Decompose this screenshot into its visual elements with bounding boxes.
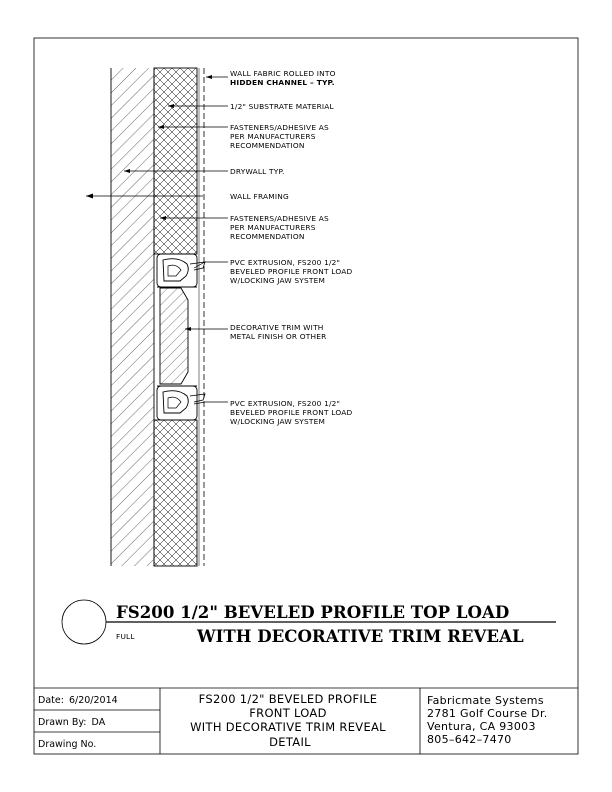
substrate-lower [154, 420, 197, 566]
substrate-upper [154, 68, 197, 254]
date-field: Date: 6/20/2014 [38, 695, 118, 706]
callout-decorative-trim: DECORATIVE TRIM WITH METAL FINISH OR OTHER [230, 323, 327, 341]
company-info: Fabricmate Systems 2781 Golf Course Dr. Ventura, CA 93003 805–642–7470 [427, 694, 548, 746]
detail-scale: FULL [116, 632, 135, 641]
detail-title [62, 600, 556, 646]
detail-bubble [62, 600, 106, 644]
detail-title-line1: FS200 1/2" BEVELED PROFILE TOP LOAD [116, 602, 510, 622]
drywall [111, 68, 154, 566]
decorative-trim [160, 288, 188, 384]
callout-wall-framing: WALL FRAMING [230, 192, 289, 201]
callout-pvc-extrusion-upper: PVC EXTRUSION, FS200 1/2" BEVELED PROFILE FRONT LOAD W/LOCKING JAW SYSTEM [230, 258, 353, 285]
callout-drywall: DRYWALL TYP. [230, 167, 285, 176]
pvc-extrusion-upper [157, 254, 205, 287]
callout-fasteners-lower: FASTENERS/ADHESIVE AS PER MANUFACTURERS RECOMMENDATION [230, 214, 329, 241]
drawn-by-field: Drawn By: DA [38, 717, 106, 728]
callout-wall-fabric: WALL FABRIC ROLLED INTO HIDDEN CHANNEL – TYP. [230, 69, 336, 87]
detail-title-line2: WITH DECORATIVE TRIM REVEAL [197, 626, 524, 646]
callout-substrate: 1/2" SUBSTRATE MATERIAL [230, 102, 334, 111]
title-block [34, 688, 578, 754]
callout-labels [230, 69, 355, 426]
section-detail [86, 68, 205, 566]
callout-fasteners-upper: FASTENERS/ADHESIVE AS PER MANUFACTURERS RECOMMENDATION [230, 123, 329, 150]
drawing-no-field: Drawing No. [38, 739, 97, 750]
callout-pvc-extrusion-lower: PVC EXTRUSION, FS200 1/2" BEVELED PROFILE FRONT LOAD W/LOCKING JAW SYSTEM [230, 399, 353, 426]
drawing-description: FS200 1/2" BEVELED PROFILE FRONT LOAD WITH DECORATIVE TRIM REVEAL DETAIL [190, 692, 386, 749]
